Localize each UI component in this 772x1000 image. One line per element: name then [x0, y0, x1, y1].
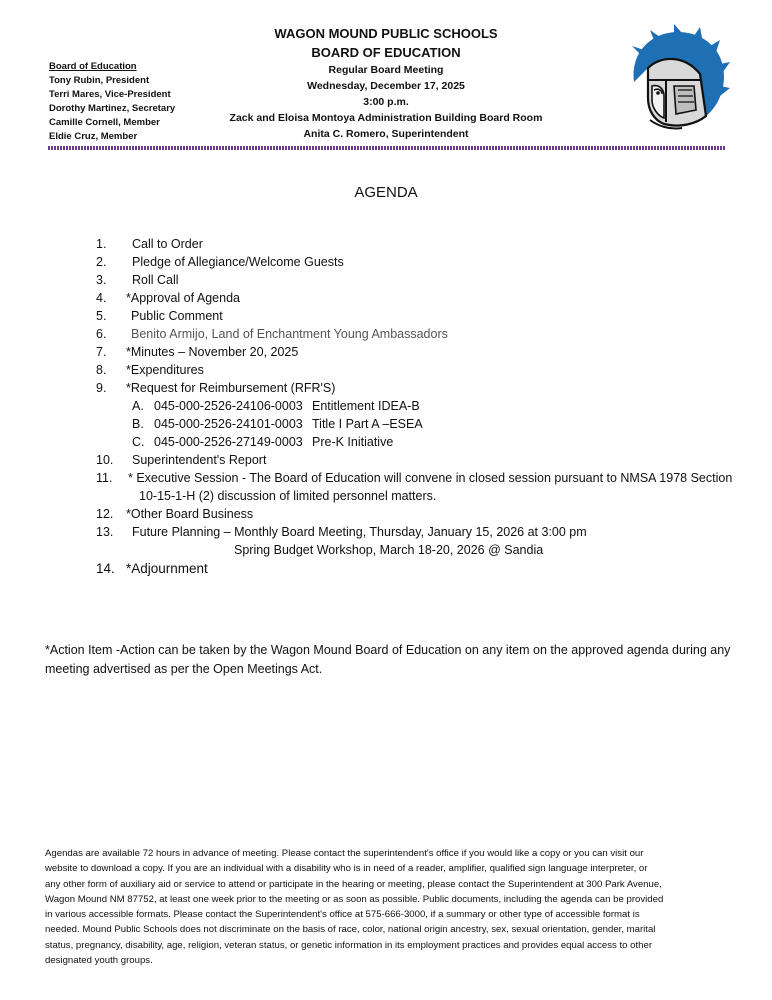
item-text: Future Planning – Monthly Board Meeting, Thursday, January 15, 2026 at 3:00 pm	[132, 525, 587, 539]
sub-item-desc: Entitlement IDEA-B	[312, 399, 420, 413]
agenda-item	[0, 307, 772, 325]
board-member: Eldie Cruz, Member	[49, 131, 138, 142]
footer-line: status, pregnancy, disability, age, religion, veteran status, or genetic information in its employment practices and provides equal access to other	[45, 939, 653, 951]
meeting-date: Wednesday, December 17, 2025	[307, 80, 465, 92]
item-text: Superintendent's Report	[132, 453, 267, 467]
agenda-item	[0, 361, 772, 379]
agenda-title: AGENDA	[354, 184, 418, 201]
footer-line: needed. Mound Public Schools does not discriminate on the basis of race, color, national origin ancestry, sex, sexual orientation, gender, marital	[45, 924, 656, 936]
item-text: * Executive Session - The Board of Education will convene in closed session pursuant to NMSA 1978 Section	[128, 471, 733, 485]
item-text: *Minutes – November 20, 2025	[126, 345, 299, 359]
footer-line: designated youth groups.	[45, 955, 153, 967]
school-name: WAGON MOUND PUBLIC SCHOOLS	[274, 26, 498, 41]
agenda-item	[0, 325, 772, 343]
item-number: 5.	[96, 309, 107, 323]
agenda-item	[0, 523, 772, 541]
agenda-item	[0, 560, 772, 578]
sub-item-letter: A.	[132, 399, 144, 413]
meeting-type: Regular Board Meeting	[328, 64, 444, 76]
item-number: 2.	[96, 255, 107, 269]
board-title: Board of Education	[49, 61, 137, 72]
agenda-item	[0, 271, 772, 289]
meeting-time: 3:00 p.m.	[363, 96, 409, 108]
footer-line: Wagon Mound NM 87752, at least one week prior to the meeting or as soon as possible. Public documents, including the agenda can be provided	[45, 893, 664, 905]
trojan-helmet-logo-icon	[620, 24, 732, 136]
rfr-sub-item	[0, 433, 772, 451]
agenda-item	[0, 289, 772, 307]
agenda-item-continuation	[0, 541, 772, 559]
item-number: 7.	[96, 345, 107, 359]
item-number: 1.	[96, 237, 107, 251]
sub-item-desc: Title I Part A –ESEA	[312, 417, 423, 431]
item-text-continued: 10-15-1-H (2) discussion of limited personnel matters.	[139, 489, 437, 503]
board-member: Camille Cornell, Member	[49, 117, 160, 128]
board-name: BOARD OF EDUCATION	[311, 45, 461, 60]
agenda-item	[0, 451, 772, 469]
board-member: Terri Mares, Vice-President	[49, 89, 171, 100]
item-number: 4.	[96, 291, 107, 305]
item-text-continued: Spring Budget Workshop, March 18-20, 2026 @ Sandia	[234, 543, 544, 557]
item-number: 6.	[96, 327, 107, 341]
sub-item-letter: C.	[132, 435, 145, 449]
action-item-note: *Action Item -Action can be taken by the Wagon Mound Board of Education on any item on the approved agenda during any meeting advertised as per the Open Meetings Act.	[45, 643, 731, 676]
item-text: *Approval of Agenda	[126, 291, 240, 305]
rfr-sub-item	[0, 397, 772, 415]
item-number: 9.	[96, 381, 107, 395]
agenda-item	[0, 505, 772, 523]
footer-line: website to download a copy. If you are an individual with a disability who is in need of a reader, amplifier, qualified sign language interpreter, or	[45, 863, 648, 875]
footer-disclaimer	[45, 846, 735, 968]
item-text: Call to Order	[132, 237, 203, 251]
item-text: Pledge of Allegiance/Welcome Guests	[132, 255, 344, 269]
item-number: 14.	[96, 561, 115, 576]
sub-item-code: 045-000-2526-24101-0003	[154, 417, 303, 431]
meeting-header	[200, 24, 572, 142]
item-number: 3.	[96, 273, 107, 287]
agenda-item-continuation	[0, 487, 772, 505]
agenda-item	[0, 469, 772, 487]
item-number: 10.	[96, 453, 114, 467]
item-text: *Expenditures	[126, 363, 204, 377]
footer-line: any other form of auxiliary aid or service to attend or participate in the hearing or meeting, please contact the Superintendent at 300 Park Avenue,	[45, 878, 662, 890]
item-text: *Adjournment	[126, 561, 208, 576]
board-member: Dorothy Martinez, Secretary	[49, 103, 176, 114]
agenda-item	[0, 343, 772, 361]
board-member: Tony Rubin, President	[49, 75, 150, 86]
board-members	[49, 60, 175, 144]
sub-item-letter: B.	[132, 417, 144, 431]
sub-item-desc: Pre-K Initiative	[312, 435, 394, 449]
agenda-item	[0, 235, 772, 253]
item-text: Roll Call	[132, 273, 179, 287]
item-text: Benito Armijo, Land of Enchantment Young Ambassadors	[131, 327, 448, 341]
rfr-sub-item	[0, 415, 772, 433]
item-text: *Other Board Business	[126, 507, 254, 521]
agenda-item	[0, 253, 772, 271]
agenda-item	[0, 379, 772, 397]
item-number: 12.	[96, 507, 114, 521]
sub-item-code: 045-000-2526-24106-0003	[154, 399, 303, 413]
item-number: 13.	[96, 525, 114, 539]
footer-line: Agendas are available 72 hours in advance of meeting. Please contact the superintendent's office if you would like a copy or you can visit our	[45, 848, 644, 859]
superintendent: Anita C. Romero, Superintendent	[303, 128, 469, 140]
footer-line: in various accessible formats. Please contact the Superintendent's office at 575-666-3000, if a summary or other type of accessible format is	[45, 909, 640, 921]
meeting-location: Zack and Eloisa Montoya Administration Building Board Room	[229, 112, 543, 124]
sub-item-code: 045-000-2526-27149-0003	[154, 435, 303, 449]
header-divider	[48, 146, 726, 150]
item-text: Public Comment	[131, 309, 223, 323]
item-text: *Request for Reimbursement (RFR'S)	[126, 381, 336, 395]
item-number: 8.	[96, 363, 107, 377]
item-number: 11.	[96, 471, 113, 485]
